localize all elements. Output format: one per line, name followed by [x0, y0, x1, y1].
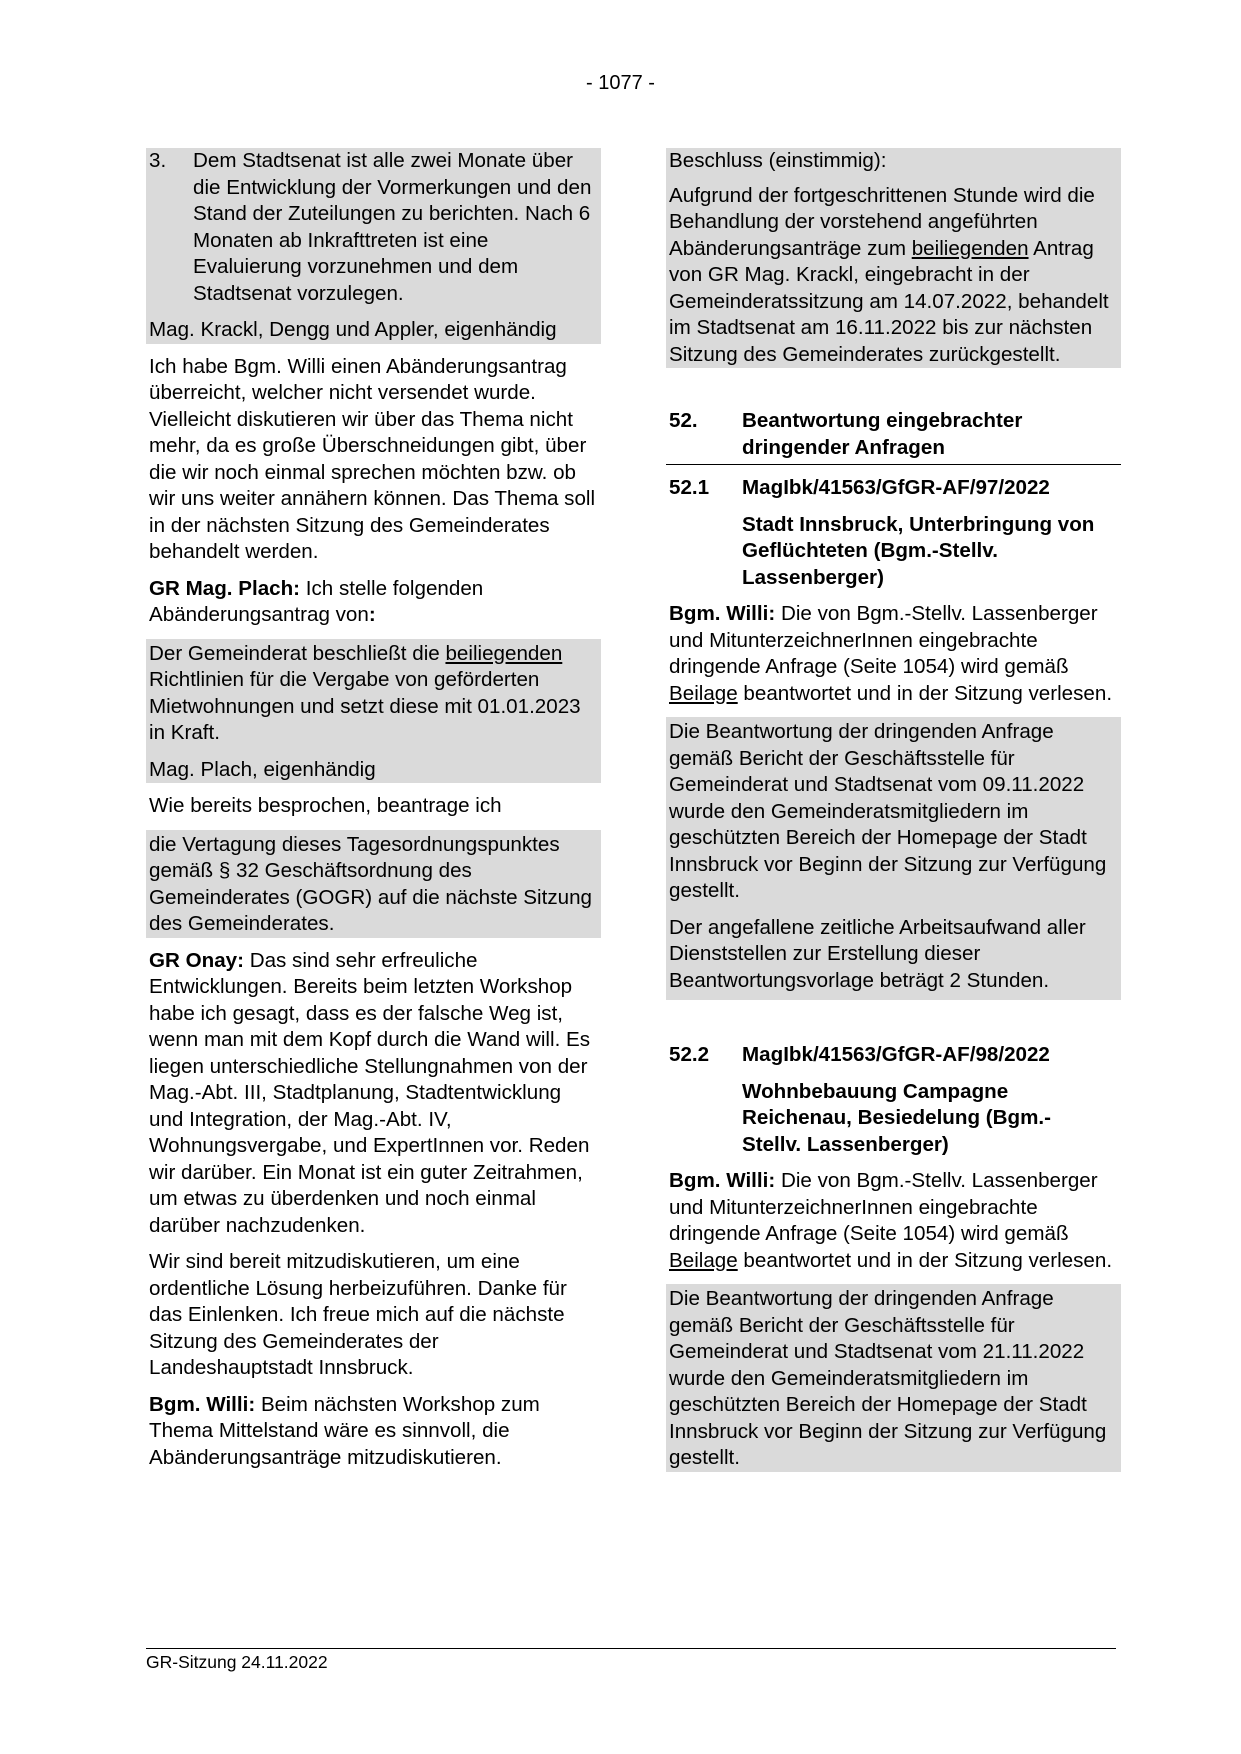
section-heading-52	[666, 408, 1121, 465]
section-reference: MagIbk/41563/GfGR-AF/97/2022	[742, 476, 1050, 499]
item-text: Dem Stadtsenat ist alle zwei Monate über die Entwicklung der Vormerkungen und den Stand der Zuteilungen zu berichten. Nach 6 Monaten ab Inkrafttreten ist eine Evaluierung vorzunehmen und dem Stadtsenat vorzulegen.	[193, 149, 592, 305]
speech-text: Beim nächsten Workshop zum Thema Mittelstand wäre es sinnvoll, die Abänderungsanträge mitzudiskutieren.	[149, 1392, 540, 1469]
decision-label: Beschluss (einstimmig):	[666, 148, 1121, 183]
section-number: 52.1	[669, 476, 710, 499]
decision-text	[666, 183, 1121, 369]
paragraph-beantrage: Wie bereits besprochen, beantrage ich	[149, 794, 502, 817]
right-column	[666, 148, 1121, 1482]
signature-plach: Mag. Plach, eigenhändig	[146, 753, 601, 784]
decision-text-post: Antrag von GR Mag. Krackl, eingebracht in der Gemeinderatssitzung am 14.07.2022, behandelt im Stadtsenat am 16.11.2022 bis zur nächsten Sitzung des Gemeinderates zurückgestellt.	[669, 236, 1109, 366]
speaker-name: GR Onay:	[149, 948, 244, 972]
answer-text-52-1: Die Beantwortung der dringenden Anfrage gemäß Bericht der Geschäftsstelle für Gemeinderat und Stadtsenat vom 09.11.2022 wurde den Gemeinderatsmitgliedern im geschützten Bereich der Homepage der Stadt Innsbruck vor Beginn der Sitzung zur Verfügung gestellt.	[666, 717, 1121, 915]
section-heading-52-1	[666, 475, 1121, 502]
paragraph-mitzudiskutieren: Wir sind bereit mitzudiskutieren, um eine ordentliche Lösung herbeizuführen. Danke für das Einlenken. Ich freue mich auf die nächste Sitzung des Gemeinderates der Landeshauptstadt Innsbruck.	[149, 1250, 567, 1379]
page-number: - 1077 -	[586, 72, 655, 94]
item-number: 3.	[149, 149, 167, 172]
footer-divider	[146, 1648, 1116, 1649]
answer-text-52-2: Die Beantwortung der dringenden Anfrage gemäß Bericht der Geschäftsstelle für Gemeinderat und Stadtsenat vom 21.11.2022 wurde den Gemeinderatsmitgliedern im geschützten Bereich der Homepage der Stadt Innsbruck vor Beginn der Sitzung zur Verfügung gestellt.	[666, 1284, 1121, 1472]
speech-text-pre: Die von Bgm.-Stellv. Lassenberger und MitunterzeichnerInnen eingebrachte dringende Anfrage (Seite 1054) wird gemäß	[669, 1169, 1098, 1245]
signature-krackl: Mag. Krackl, Dengg und Appler, eigenhändig	[146, 313, 601, 344]
motion-vertagung: die Vertagung dieses Tagesordnungspunktes gemäß § 32 Geschäftsordnung des Gemeinderates (GOGR) auf die nächste Sitzung des Gemeinderates.	[146, 830, 601, 938]
section-subtitle-52-1	[666, 512, 1121, 592]
speech-plach	[146, 576, 601, 629]
footer-session-date: GR-Sitzung 24.11.2022	[146, 1652, 328, 1672]
speaker-name: Bgm. Willi:	[669, 602, 776, 625]
speech-text: Ich stelle folgenden Abänderungsantrag von	[149, 576, 484, 626]
speech-willi-52-2	[666, 1168, 1121, 1274]
attachment-link[interactable]: beiliegenden	[911, 236, 1029, 260]
speaker-name: Bgm. Willi:	[669, 1169, 776, 1192]
speech-text-post: beantwortet und in der Sitzung verlesen.	[737, 681, 1113, 705]
motion-text-pre: Der Gemeinderat beschließt die	[149, 641, 446, 665]
speech-text-pre: Die von Bgm.-Stellv. Lassenberger und MitunterzeichnerInnen eingebrachte dringende Anfrage (Seite 1054) wird gemäß	[669, 602, 1098, 678]
speech-onay	[146, 948, 601, 1240]
section-title: Stadt Innsbruck, Unterbringung von Geflüchteten (Bgm.-Stellv. Lassenberger)	[742, 512, 1095, 589]
section-heading-52-2	[666, 1042, 1121, 1069]
motion-richtlinien	[146, 639, 601, 753]
numbered-item-3	[146, 148, 601, 313]
section-number: 52.2	[669, 1043, 710, 1066]
attachment-link[interactable]: beiliegenden	[445, 641, 563, 665]
beilage-link[interactable]: Beilage	[669, 1248, 738, 1272]
speech-colon: :	[368, 603, 376, 626]
speaker-name: GR Mag. Plach:	[149, 576, 301, 600]
section-title: Beantwortung eingebrachter dringender Anfragen	[742, 409, 1023, 459]
section-subtitle-52-2	[666, 1079, 1121, 1159]
beilage-link[interactable]: Beilage	[669, 681, 738, 705]
speech-text: Das sind sehr erfreuliche Entwicklungen. Bereits beim letzten Workshop habe ich gesagt, dass es der falsche Weg ist, wenn man mit dem Kopf durch die Wand will. Es liegen unterschiedliche Stellungnahmen von der Mag.-Abt. III, Stadtplanung, Stadtentwicklung und Integration, der Mag.-Abt. IV, Wohnungsvergabe, und ExpertInnen vor. Reden wir darüber. Ein Monat ist ein guter Zeitrahmen, um etwas zu überdenken und noch einmal darüber nachzudenken.	[149, 948, 591, 1237]
left-column	[146, 148, 601, 1481]
paragraph-abaenderungsantrag: Ich habe Bgm. Willi einen Abänderungsantrag überreicht, welcher nicht versendet wurde. Vielleicht diskutieren wir über das Thema nicht mehr, da es große Überschneidungen gibt, über die wir noch einmal sprechen möchten bzw. ob wir uns weiter annähern können. Das Thema soll in der nächsten Sitzung des Gemeinderates behandelt werden.	[149, 354, 596, 563]
speech-text-post: beantwortet und in der Sitzung verlesen.	[737, 1248, 1113, 1272]
speech-willi-52-1	[666, 601, 1121, 707]
speech-willi	[146, 1392, 601, 1472]
section-title: Wohnbebauung Campagne Reichenau, Besiedelung (Bgm.-Stellv. Lassenberger)	[742, 1079, 1051, 1156]
effort-text-52-1: Der angefallene zeitliche Arbeitsaufwand aller Dienststellen zur Erstellung dieser Beantwortungsvorlage beträgt 2 Stunden.	[666, 915, 1121, 1001]
section-reference: MagIbk/41563/GfGR-AF/98/2022	[742, 1043, 1050, 1066]
decision-text-pre: Aufgrund der fortgeschrittenen Stunde wird die Behandlung der vorstehend angeführten Abänderungsanträge zum	[669, 183, 1095, 260]
motion-text-post: Richtlinien für die Vergabe von geförderten Mietwohnungen und setzt diese mit 01.01.2023 in Kraft.	[149, 668, 581, 744]
speaker-name: Bgm. Willi:	[149, 1392, 256, 1416]
section-number: 52.	[669, 409, 698, 432]
